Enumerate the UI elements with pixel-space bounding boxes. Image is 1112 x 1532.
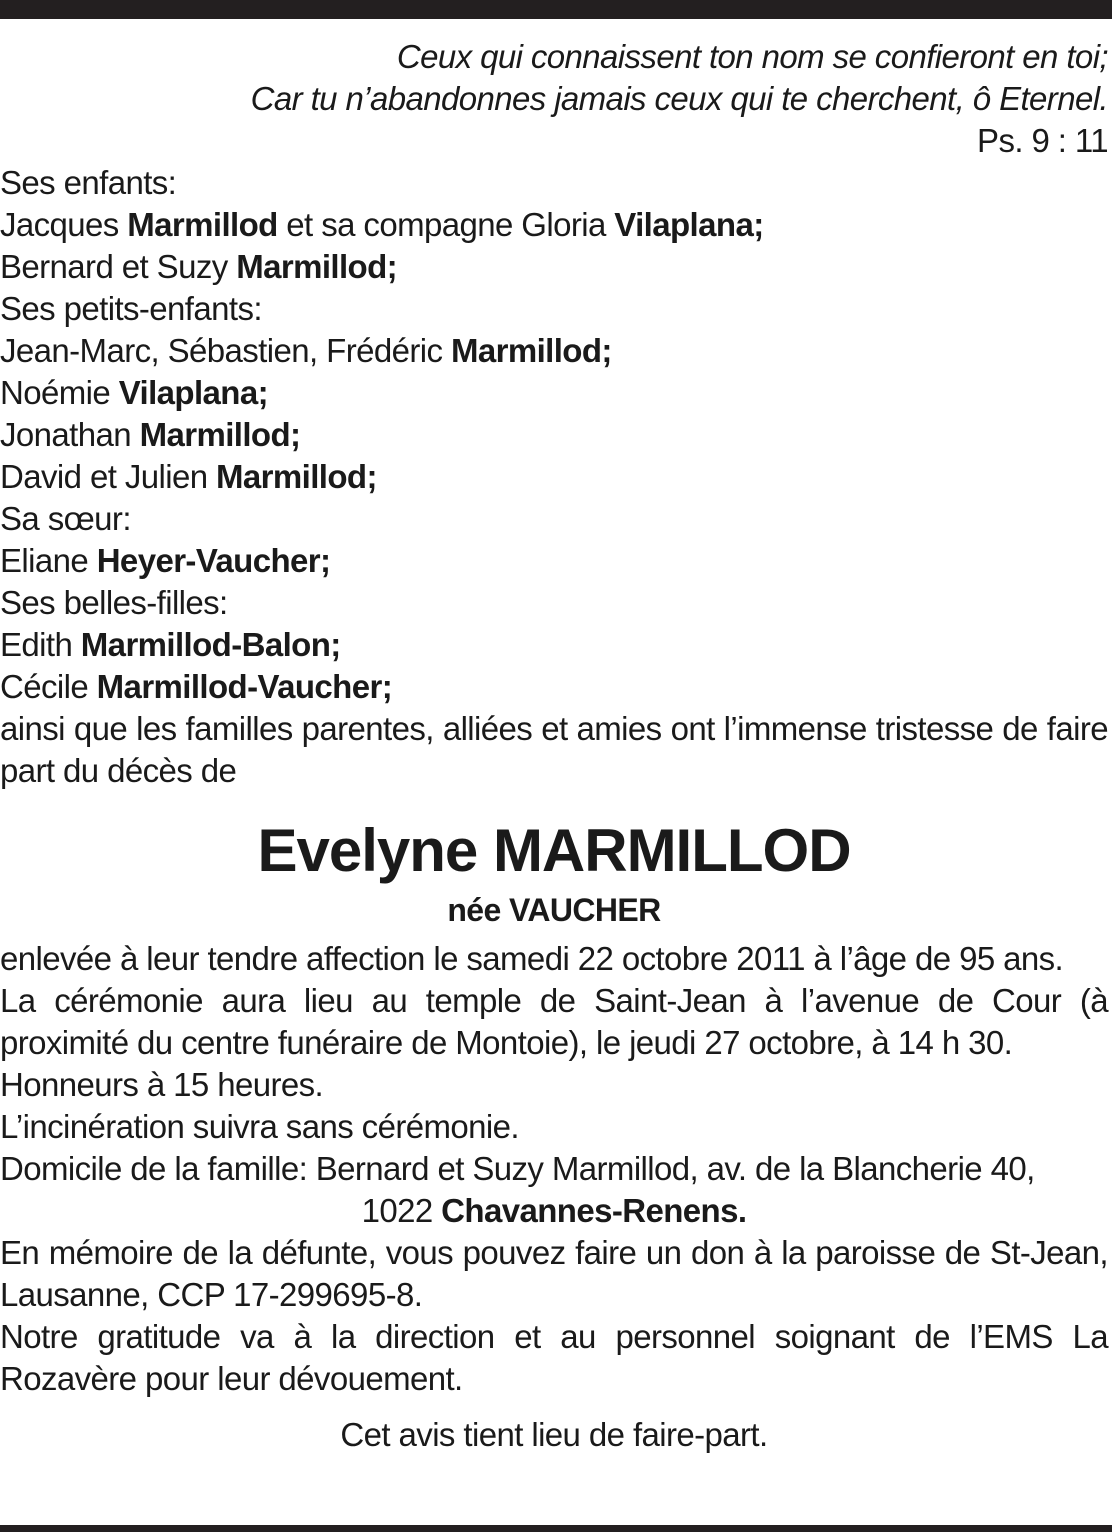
surname: Marmillod; [216,458,377,495]
domicile-line: Domicile de la famille: Bernard et Suzy Marmillod, av. de la Blancherie 40, [0,1150,1035,1187]
given-names: Jonathan [0,416,140,453]
given-names: Eliane [0,542,97,579]
deceased-name: Evelyne MARMILLOD [257,817,851,884]
soeur-heading: Sa sœur: [0,500,131,537]
belles-filles-heading: Ses belles-filles: [0,584,228,621]
family-line [0,204,1108,246]
given-names: et sa compagne Gloria [277,206,615,243]
surname: Vilaplana; [118,374,268,411]
family-line [0,540,1108,582]
epigraph-line-2: Car tu n’abandonnes jamais ceux qui te cherchent, ô Eternel. [250,80,1108,117]
epigraph [0,36,1108,162]
detail-paragraph: enlevée à leur tendre affection le samedi 22 octobre 2011 à l’âge de 95 ans. [0,940,1064,977]
surname: Vilaplana; [614,206,764,243]
donation-paragraph: En mémoire de la défunte, vous pouvez faire un don à la paroisse de St-Jean, Lausanne, CCP 17-299695-8. [0,1234,1108,1313]
bottom-rule [0,1525,1112,1532]
petits-enfants-heading: Ses petits-enfants: [0,290,262,327]
announcement-paragraph: ainsi que les familles parentes, alliées et amies ont l’immense tristesse de faire part du décès de [0,710,1108,789]
surname: Marmillod [127,206,278,243]
surname: Marmillod; [450,332,612,369]
enfants-heading: Ses enfants: [0,164,177,201]
given-names: Jacques [0,206,128,243]
surname: Marmillod-Balon; [80,626,341,663]
given-names: Jean-Marc, Sébastien, Frédéric [0,332,451,369]
closing-line: Cet avis tient lieu de faire-part. [340,1416,768,1453]
surname: Marmillod; [139,416,301,453]
given-names: Bernard et Suzy [0,248,237,285]
given-names: David et Julien [0,458,217,495]
given-names: Edith [0,626,81,663]
family-line [0,666,1108,708]
family-line [0,414,1108,456]
family-line [0,456,1108,498]
family-line [0,246,1108,288]
top-rule [0,0,1112,19]
given-names: Noémie [0,374,119,411]
maiden-name: née VAUCHER [447,892,661,928]
epigraph-reference: Ps. 9 : 11 [977,122,1108,159]
obituary-notice [0,36,1108,1456]
postal-code: 1022 [361,1192,442,1229]
surname: Marmillod-Vaucher; [96,668,393,705]
incineration-line: L’incinération suivra sans cérémonie. [0,1108,519,1145]
surname: Heyer-Vaucher; [96,542,331,579]
epigraph-line-1: Ceux qui connaissent ton nom se confieront en toi; [396,38,1108,75]
deceased-block [0,814,1108,930]
given-names: Cécile [0,668,97,705]
gratitude-paragraph: Notre gratitude va à la direction et au personnel soignant de l’EMS La Rozavère pour leur dévouement. [0,1318,1108,1397]
city: Chavannes-Renens. [441,1192,747,1229]
family-line [0,624,1108,666]
family-line [0,372,1108,414]
honours-line: Honneurs à 15 heures. [0,1066,324,1103]
domicile-city-line [0,1190,1108,1232]
ceremony-paragraph: La cérémonie aura lieu au temple de Saint-Jean à l’avenue de Cour (à proximité du centre funéraire de Montoie), le jeudi 27 octobre, à 14 h 30. [0,982,1108,1061]
surname: Marmillod; [236,248,398,285]
family-line [0,330,1108,372]
